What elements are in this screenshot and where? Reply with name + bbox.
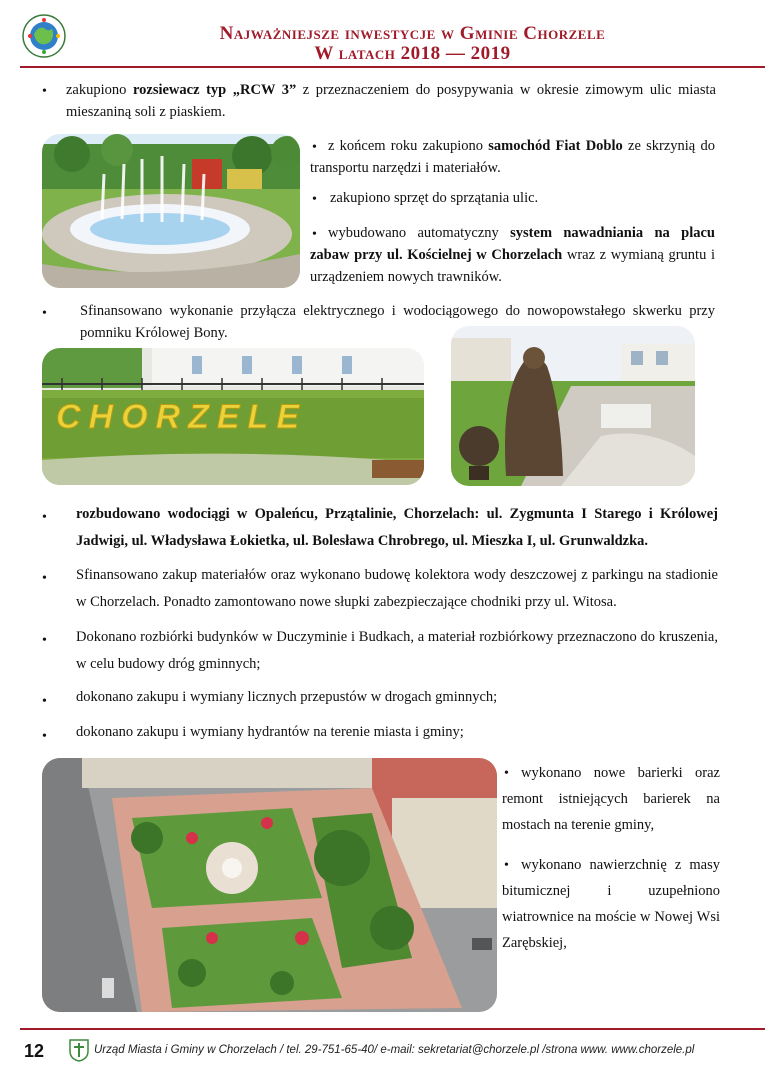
header-divider — [20, 66, 765, 68]
bullet-dot: • — [42, 84, 47, 99]
footer-contact: Urząd Miasta i Gminy w Chorzelach / tel. 29-751-65-40/ e-mail: sekretariat@chorzele.pl /strona www. www.chorzele.pl — [94, 1044, 695, 1056]
photo-aerial-town-square — [42, 758, 497, 1012]
item-rozsiewacz: zakupiono rozsiewacz typ „RCW 3” z przeznaczeniem do posypywania w okresie zimowym ulic miasta mieszaniną soli z piaskiem. — [66, 82, 716, 120]
item-fiat-doblo: z końcem roku zakupiono samochód Fiat Doblo ze skrzynią do transportu narzędzi i materiałów. — [310, 138, 715, 176]
photo-krolowa-bona-statue — [451, 326, 695, 486]
bullet-dot: • — [504, 858, 509, 873]
bullet-dot: • — [312, 140, 317, 155]
bullet-dot: • — [42, 510, 47, 525]
bullet-dot: • — [42, 306, 47, 321]
bullet-dot: • — [504, 766, 509, 781]
bullet-dot: • — [312, 192, 317, 207]
item-hydranty: dokonano zakupu i wymiany hydrantów na terenie miasta i gminy; — [76, 724, 464, 740]
photo-fountain-playground — [42, 134, 300, 288]
bullet-dot: • — [42, 571, 47, 586]
item-nawadnianie: wybudowano automatyczny system nawadniania na placu zabaw przy ul. Kościelnej w Chorzelach wraz z wymianą gruntu i urządzeniem nowych trawników. — [310, 225, 715, 285]
item-przepusty: dokonano zakupu i wymiany licznych przepustów w drogach gminnych; — [76, 689, 498, 705]
flowerbed-text: CHORZELE — [56, 398, 307, 436]
page-number: 12 — [24, 1041, 45, 1061]
photo-chorzele-flowerbed — [42, 348, 424, 485]
bullet-dot: • — [42, 729, 47, 744]
town-crest-icon — [68, 1038, 90, 1062]
item-nawierzchnia: wykonano nawierzchnię z masy bitumicznej i uzupełniono wiatrownice na moście w Nowej Wsi Zarębskiej, — [502, 857, 720, 951]
item-rozbiorki: Dokonano rozbiórki budynków w Duczyminie i Budkach, a materiał rozbiórkowy przeznaczono do kruszenia, w celu budowy dróg gminnych; — [76, 629, 718, 672]
bullet-dot: • — [42, 694, 47, 709]
bullet-dot: • — [312, 227, 317, 242]
item-barierki: wykonano nowe barierki oraz remont istniejących barierek na mostach na terenie gminy, — [502, 765, 720, 833]
item-przylacze: Sfinansowano wykonanie przyłącza elektrycznego i wodociągowego do nowopowstałego skwerku przy pomniku Królowej Bony. — [80, 303, 715, 341]
footer-divider — [20, 1028, 765, 1030]
item-wodociagi: rozbudowano wodociągi w Opaleńcu, Przątalinie, Chorzelach: ul. Zygmunta I Starego i Królowej Jadwigi, ul. Władysława Łokietka, ul. Bolesława Chrobrego, ul. Mieszka I, ul. Grunwaldzka. — [76, 506, 718, 549]
item-kolektor: Sfinansowano zakup materiałów oraz wykonano budowę kolektora wody deszczowej z parkingu na stadionie w Chorzelach. Ponadto zamontowano nowe słupki zabezpieczające chodniki przy ul. Witosa. — [76, 567, 718, 610]
page-title: Najważniejsze inwestycje w Gminie Chorzele W latach 2018 — 2019 — [219, 23, 606, 64]
bullet-dot: • — [42, 633, 47, 648]
item-sprzatanie: zakupiono sprzęt do sprzątania ulic. — [330, 190, 539, 206]
